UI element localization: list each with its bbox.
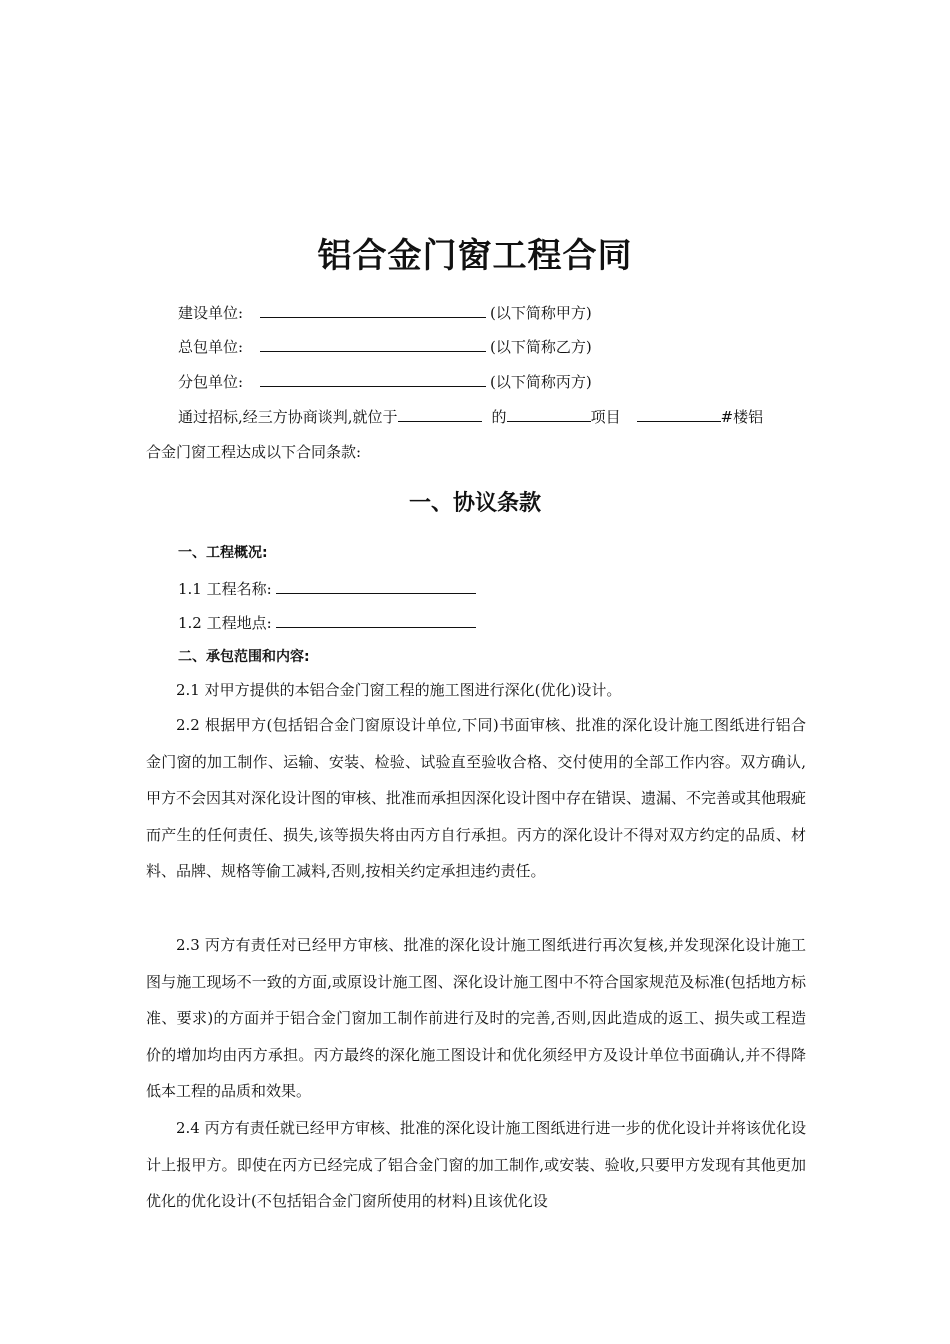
subsection-heading: 一、工程概况: [178,545,268,561]
fill-blank[interactable] [637,404,721,422]
fill-blank[interactable] [276,610,476,628]
document-title: 铝合金门窗工程合同 [317,236,633,276]
party-construction-unit [178,300,592,324]
intro-text: 项目 [590,408,621,426]
intro-text: 通过招标,经三方协商谈判,就位于 [178,408,398,426]
clause-2-3: 2.3 丙方有责任对已经甲方审核、批准的深化设计施工图纸进行再次复核,并发现深化设计施工图与施工现场不一致的方面,或原设计施工图、深化设计施工图中不符合国家规范及标准(包括地方标准、要求)的方面并于铝合金门窗加工制作前进行及时的完善,否则,因此造成的返工、损失或工程造价的增加均由丙方承担。丙方最终的深化施工图设计和优化须经甲方及设计单位书面确认,并不得降低本工程的品质和效果。 [146,936,806,1100]
fill-blank[interactable] [507,404,591,422]
project-name-field [178,576,476,601]
fill-blank[interactable] [260,369,486,387]
subsection-heading: 二、承包范围和内容: [178,649,310,665]
clause-2-1: 2.1 对甲方提供的本铝合金门窗工程的施工图进行深化(优化)设计。 [176,681,622,699]
section-heading: 一、协议条款 [408,491,541,516]
party-label: 分包单位: [178,373,244,391]
field-label: 1.2 工程地点: [178,614,272,632]
intro-text: 的 [491,408,507,426]
field-label: 1.1 工程名称: [178,580,272,598]
party-label: 总包单位: [178,338,244,356]
intro-text: #楼铝 [720,408,764,426]
fill-blank[interactable] [398,404,482,422]
party-general-contractor [178,334,592,358]
intro-line-1 [178,404,763,428]
party-note: (以下简称丙方) [490,373,592,391]
party-note: (以下简称甲方) [490,304,592,322]
clause-2-4: 2.4 丙方有责任就已经甲方审核、批准的深化设计施工图纸进行进一步的优化设计并将该优化设计上报甲方。即使在丙方已经完成了铝合金门窗的加工制作,或安装、验收,只要甲方发现有其他更加优化的优化设计(不包括铝合金门窗所使用的材料)且该优化设 [146,1119,806,1210]
project-location-field [178,610,476,635]
fill-blank[interactable] [276,576,476,594]
intro-line-2: 合金门窗工程达成以下合同条款: [146,443,362,461]
party-note: (以下简称乙方) [490,338,592,356]
clause-2-2: 2.2 根据甲方(包括铝合金门窗原设计单位,下同)书面审核、批准的深化设计施工图纸进行铝合金门窗的加工制作、运输、安装、检验、试验直至验收合格、交付使用的全部工作内容。双方确认,甲方不会因其对深化设计图的审核、批准而承担因深化设计图中存在错误、遗漏、不完善或其他瑕疵而产生的任何责任、损失,该等损失将由丙方自行承担。丙方的深化设计不得对双方约定的品质、材料、品牌、规格等偷工减料,否则,按相关约定承担违约责任。 [146,716,807,880]
party-subcontractor [178,369,592,393]
party-label: 建设单位: [178,304,244,322]
fill-blank[interactable] [260,334,486,352]
fill-blank[interactable] [260,300,486,318]
